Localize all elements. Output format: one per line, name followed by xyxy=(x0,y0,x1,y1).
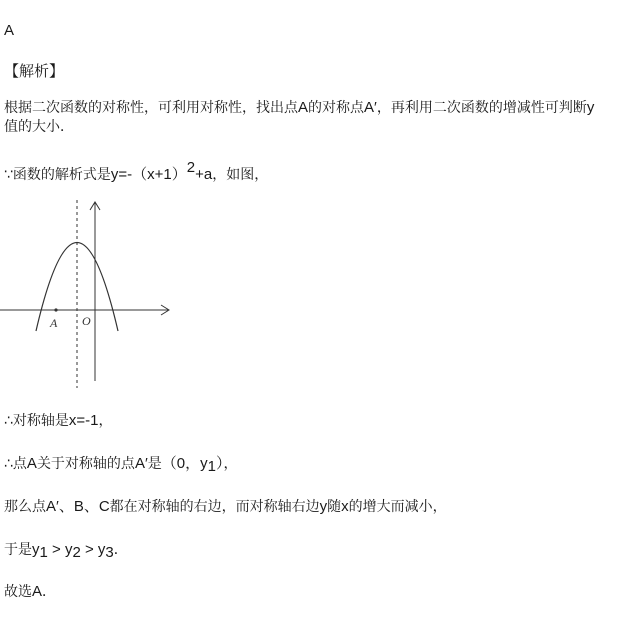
text: 的增大而减小， xyxy=(348,499,447,515)
text: 都在对称轴的右边，而对称轴右边 xyxy=(109,499,320,515)
text: 是 xyxy=(147,456,162,472)
function-formula-line xyxy=(4,159,268,184)
point-a-prime: A′ xyxy=(134,455,148,472)
parabola-graph xyxy=(0,196,190,391)
explanation-paragraph-cont: 值的大小． xyxy=(4,119,74,135)
var-y1: y xyxy=(32,541,40,558)
var-y: y xyxy=(319,498,328,515)
text: ∴点 xyxy=(4,456,27,472)
symmetric-point-line xyxy=(4,455,237,476)
axis-suffix: ， xyxy=(98,413,113,429)
coord-open: （0，y xyxy=(161,455,208,472)
final-answer: A xyxy=(32,583,43,600)
section-heading: 【解析】 xyxy=(4,62,65,80)
text: ． xyxy=(42,584,57,600)
point-a-prime: A′ xyxy=(364,99,377,116)
coord-close: ） xyxy=(215,455,224,472)
sub-2: 2 xyxy=(72,544,81,561)
point-a: A xyxy=(26,455,37,472)
var-y2: y xyxy=(64,541,73,558)
axis-expr: x=-1 xyxy=(68,412,99,429)
para-text: 根据二次函数的对称性，可利用对称性，找出点 xyxy=(4,100,298,116)
explanation-paragraph xyxy=(4,99,594,117)
answer-label xyxy=(4,22,14,40)
answer-value: A xyxy=(4,22,15,39)
text: 随 xyxy=(327,499,342,515)
axis-prefix: ∴对称轴是 xyxy=(4,413,69,429)
point-a-dot xyxy=(54,308,57,311)
text: 那么点 xyxy=(4,499,46,515)
gt-sign: > xyxy=(80,541,98,558)
point-a-label: A xyxy=(50,316,58,330)
formula-expr: y=-（x+1） xyxy=(110,166,187,183)
points-right-line xyxy=(4,498,447,516)
coord-sub: 1 xyxy=(207,458,216,475)
sub-3: 3 xyxy=(105,544,114,561)
text: 关于对称轴的点 xyxy=(36,456,135,472)
para-text: 的对称点 xyxy=(308,100,365,116)
points-list: A′、B、C xyxy=(46,498,110,515)
var-y3: y xyxy=(97,541,106,558)
conclusion-line xyxy=(4,541,128,562)
text: 于是 xyxy=(4,542,32,558)
para-text: ，再利用二次函数的增减性可判断 xyxy=(376,100,587,116)
sub-1: 1 xyxy=(39,544,48,561)
origin-label: O xyxy=(82,314,91,328)
formula-tail: +a xyxy=(195,166,213,183)
symmetry-axis-line xyxy=(4,412,113,430)
formula-exponent: 2 xyxy=(186,159,196,176)
text: ． xyxy=(113,542,128,558)
text: 故选 xyxy=(4,584,32,600)
final-answer-line xyxy=(4,583,56,601)
gt-sign: > xyxy=(47,541,65,558)
point-a: A xyxy=(298,99,309,116)
text: ， xyxy=(223,456,238,472)
formula-suffix: ，如图， xyxy=(212,167,269,183)
var-x: x xyxy=(341,498,349,515)
var-y: y xyxy=(586,99,595,116)
formula-prefix: ∵函数的解析式是 xyxy=(4,167,111,183)
